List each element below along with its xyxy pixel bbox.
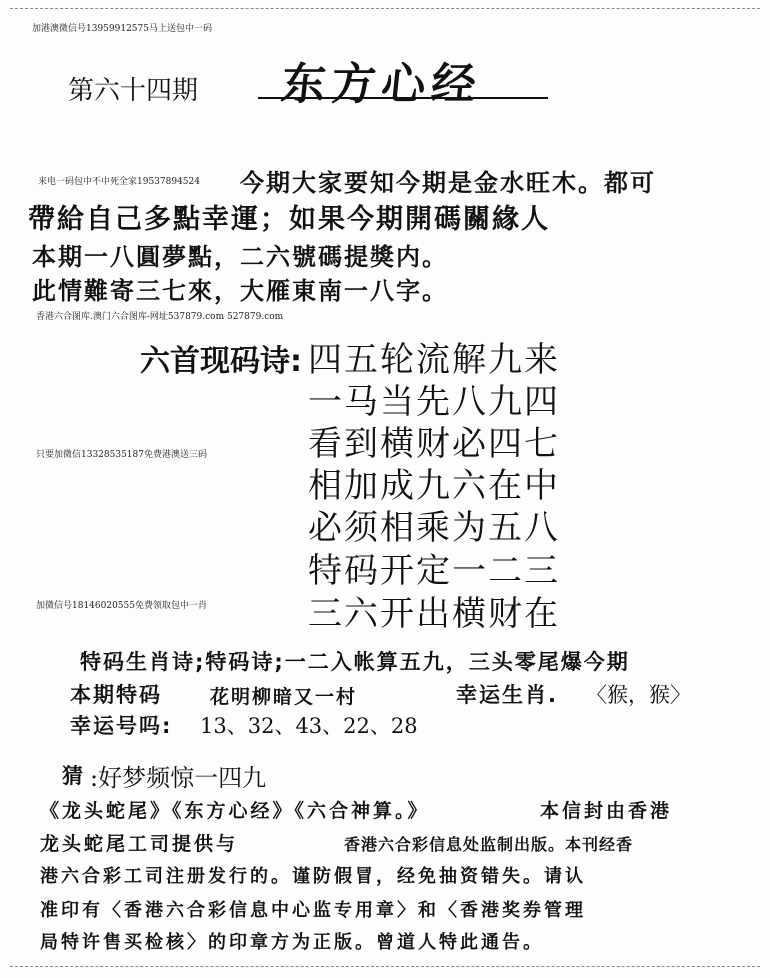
notice-line-1: 本信封由香港	[540, 800, 673, 822]
ad-line-4: 只要加微信13328535187免费港澳送三码	[36, 450, 207, 460]
special-phrase: 花明柳暗又一村	[210, 686, 358, 708]
lucky-label: 幸运号吗:	[70, 714, 173, 738]
intro-line-2: 帶給自己多點幸運；如果今期開碼關緣人	[28, 204, 550, 235]
notice-publications: 《龙头蛇尾》《东方心经》《六合神算。》	[40, 800, 430, 822]
poem-line: 一马当先八九四	[308, 382, 560, 422]
poem-line: 四五轮流解九来	[308, 340, 560, 380]
lucky-numbers: 13、32、43、22、28	[200, 714, 418, 738]
scan-edge-bottom	[10, 966, 760, 967]
ad-line-5: 加微信号18146020555免费领取包中一肖	[36, 601, 207, 611]
poem-line: 三六开出横财在	[308, 594, 560, 634]
poem-label: 六首现码诗:	[140, 344, 302, 379]
intro-line-4: 此情難寄三七來，大雁東南一八字。	[32, 277, 448, 305]
special-label: 本期特码	[70, 683, 162, 707]
page-title: 东方心经	[278, 59, 485, 110]
ad-line-3: 香港六合图库.澳门六合图库-网址537879.com 527879.com	[36, 312, 284, 322]
special-line-1: 特码生肖诗;特码诗;一二入帐算五九，三头零尾爆今期	[80, 650, 630, 674]
notice-line-2a: 龙头蛇尾工司提供与	[40, 833, 239, 855]
guess-value: :好梦频惊一四九	[90, 764, 267, 792]
ad-line-2: 来电一码包中不中死全家19537894524	[38, 177, 200, 187]
poem-line: 特码开定一二三	[308, 551, 560, 591]
poem-line: 看到横财必四七	[308, 424, 560, 464]
zodiac-label: 幸运生肖.	[456, 683, 558, 707]
ad-line-top: 加港澳微信号13959912575马上送包中一码	[32, 24, 212, 34]
intro-line-3: 本期一八圓夢點，二六號碼提獎内。	[32, 243, 448, 271]
notice-line-3: 港六合彩工司注册发行的。谨防假冒，经免抽资错失。请认	[40, 866, 586, 887]
notice-line-5: 局特许售买检核〉的印章方为正版。曾道人特此通告。	[40, 932, 544, 953]
notice-line-4: 准印有〈香港六合彩信息中心监专用章〉和〈香港奖券管理	[40, 900, 586, 921]
title-underline	[258, 97, 548, 99]
poem-line: 必须相乘为五八	[308, 508, 560, 548]
poem-line: 相加成九六在中	[308, 466, 560, 506]
zodiac-value: 〈猴，猴〉	[586, 683, 691, 707]
notice-line-2b: 香港六合彩信息处监制出版。本刊经香	[344, 835, 634, 854]
guess-label: 猜	[62, 764, 85, 788]
issue-number: 第六十四期	[68, 76, 199, 106]
scan-edge-top	[10, 8, 760, 9]
intro-line-1: 今期大家要知今期是金水旺木。都可	[240, 169, 656, 197]
